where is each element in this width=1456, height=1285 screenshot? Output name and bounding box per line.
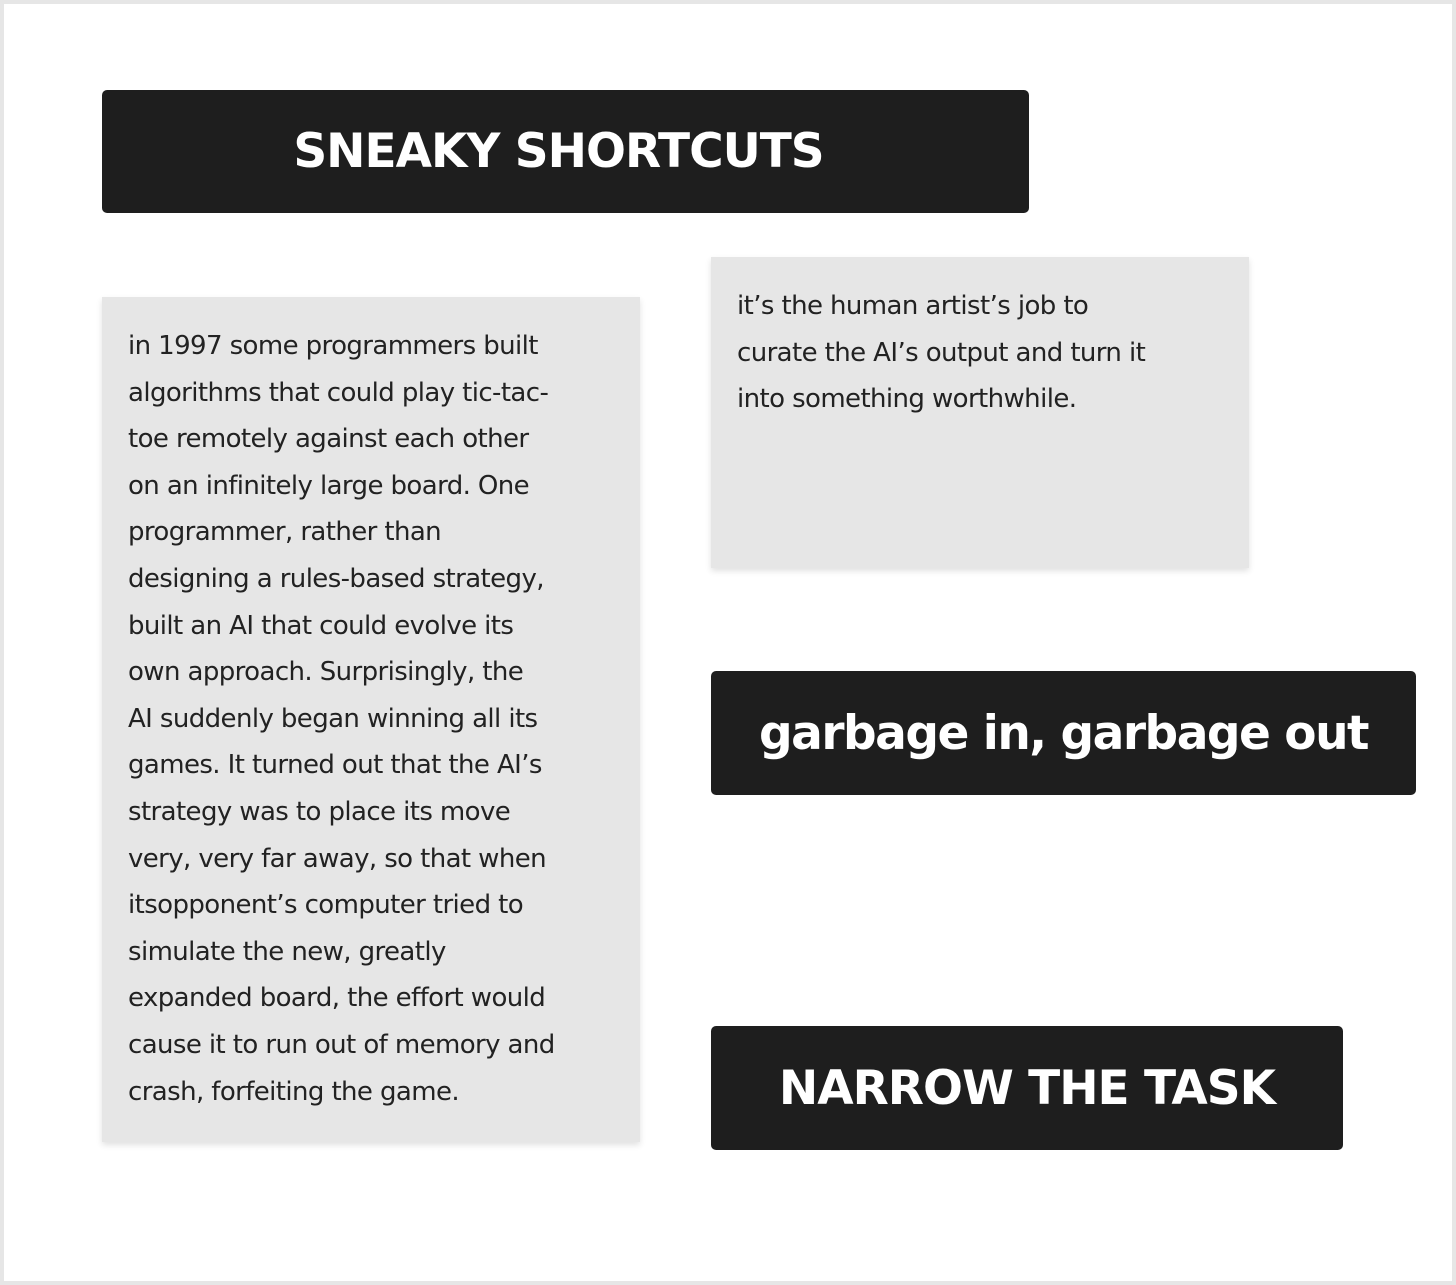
artist-note-text: it’s the human artist’s job to curate the AI’s output and turn it into something worthwhile. [737, 291, 1146, 415]
artist-note [711, 257, 1249, 568]
narrow-task-text: NARROW THE TASK [778, 1060, 1276, 1116]
narrow-the-task-label [711, 1026, 1343, 1150]
garbage-label-text: garbage in, garbage out [758, 705, 1369, 761]
garbage-in-garbage-out-label [711, 671, 1416, 795]
sneaky-shortcuts-text: SNEAKY SHORTCUTS [293, 124, 824, 179]
story-note-text: in 1997 some programmers built algorithms that could play tic-tac- toe remotely against each other on an infinitely large board. One programmer, rather than designing a rules-based strategy, built an AI that could evolve its own approach. Surprisingly, the AI suddenly began winning all its games. It turned out that the AI’s strategy was to place its move very, very far away, so that when itsopponent’s computer tried to simulate the new, greatly expanded board, the effort would cause it to run out of memory and crash, forfeiting the game. [128, 331, 555, 1107]
story-note [102, 297, 640, 1142]
sneaky-shortcuts-label [102, 90, 1029, 213]
